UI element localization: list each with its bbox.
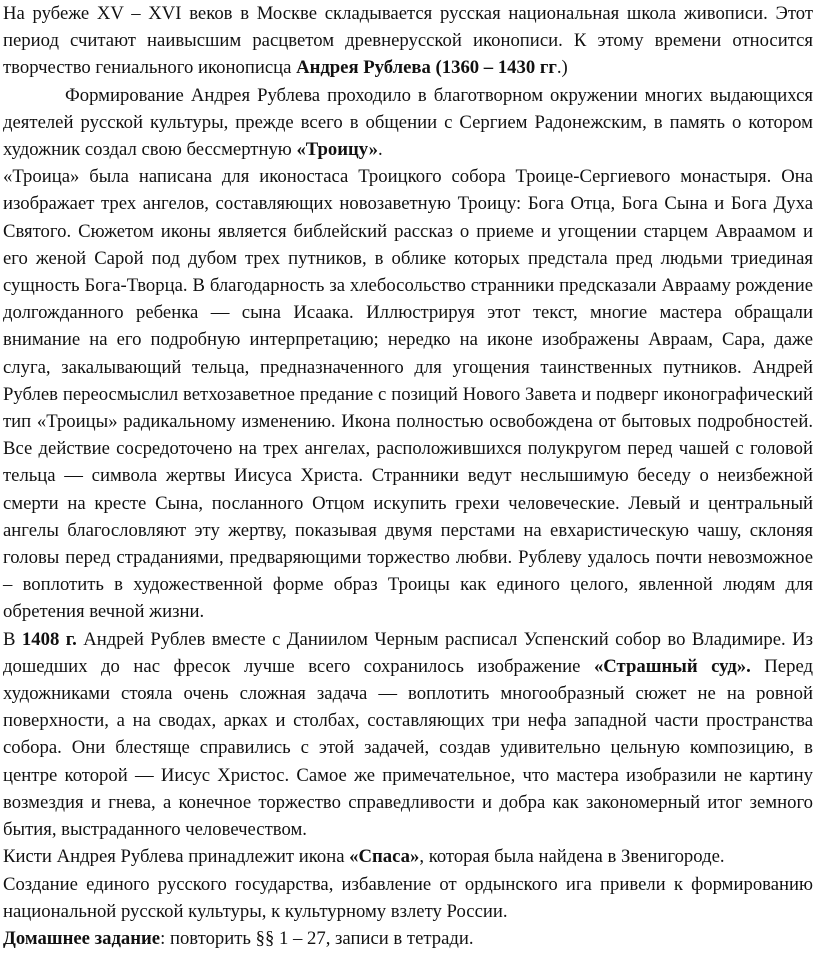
paragraph-trinity: «Троица» была написана для иконостаса Троицкого собора Троице-Сергиевого монастыря. Она изображает трех ангелов, составляющих новозаветную Троицу: Бога Отца, Бога Сына и Бога Духа Святого. Сюжетом иконы является библейский рассказ о приеме и угощении старцем Авраамом и его женой Сарой под дубом трех путников, в облике которых предстала пред людьми триединая сущность Бога-Творца. В благодарность за хлебосольство странники предсказали Аврааму рождение долгожданного ребенка — сына Исаака. Иллюстрируя этот текст, многие мастера обращали внимание на его подробную интерпретацию; нередко на иконе изображены Авраам, Сара, даже слуга, закалывающий тельца, предназначенного для угощения таинственных путников. Андрей Рублев переосмыслил ветхозаветное предание с позиций Нового Завета и подверг иконографический тип «Троицы» радикальному изменению. Икона полностью освобождена от бытовых подробностей. Все действие сосредоточено на трех ангелах, расположившихся полукругом перед чашей с головой тельца — символа жертвы Иисуса Христа. Странники ведут неслышимую беседу о неизбежной смерти на кресте Сына, посланного Отцом искупить грехи человеческие. Левый и центральный ангелы благословляют эту жертву, показывая двумя перстами на евхаристическую чашу, склоняя головы перед страданиями, предваряющими торжество любви. Рублеву удалось почти невозможное – воплотить в художественной форме образ Троицы как единого целого, явленной людям для обретения вечной жизни.	[3, 166, 813, 623]
paragraph-vladimir: В 1408 г. Андрей Рублев вместе с Даниилом Черным расписал Успенский собор во Владимире. Из дошедших до нас фресок лучше всего сохранилось изображение «Страшный суд». Перед художниками стояла очень сложная задача — воплотить многообразный сюжет не на ровной поверхности, а на сводах, арках и столбах, составляющих три нефа западной части пространства собора. Они блестяще справились с этой задачей, создав удивительно цельную композицию, в центре которой — Иисус Христос. Самое же примечательное, что мастера изобразили не картину возмездия и гнева, а конечное торжество справедливости и добра как закономерный итог земного бытия, выстраданного человечеством.	[3, 628, 813, 841]
paragraph-state: Создание единого русского государства, избавление от ордынского ига привели к формированию национальной русской культуры, к культурному взлету России.	[3, 873, 813, 922]
paragraph-intro: На рубеже XV – XVI веков в Москве складывается русская национальная школа живописи. Этот период считают наивысшим расцветом древнерусской иконописи. К этому времени относится творчество гениального иконописца Андрея Рублева (1360 – 1430 гг.)	[3, 3, 813, 79]
paragraph-spas: Кисти Андрея Рублева принадлежит икона «Спаса», которая была найдена в Звенигороде.	[3, 846, 725, 868]
trinity-title: «Троицу»	[296, 139, 378, 161]
rublev-name-dates: Андрея Рублева (1360 – 1430 гг	[296, 57, 557, 79]
paragraph-homework: Домашнее задание: повторить §§ 1 – 27, записи в тетради.	[3, 927, 474, 949]
last-judgement-title: «Страшный суд».	[593, 655, 751, 677]
paragraph-formation: Формирование Андрея Рублева проходило в благотворном окружении многих выдающихся деятелей русской культуры, прежде всего в общении с Сергием Радонежским, в память о котором художник создал свою бессмертную «Троицу».	[3, 84, 813, 161]
homework-label: Домашнее задание	[3, 927, 161, 949]
year-1408: 1408 г.	[21, 628, 77, 650]
spas-title: «Спаса»	[349, 846, 420, 868]
